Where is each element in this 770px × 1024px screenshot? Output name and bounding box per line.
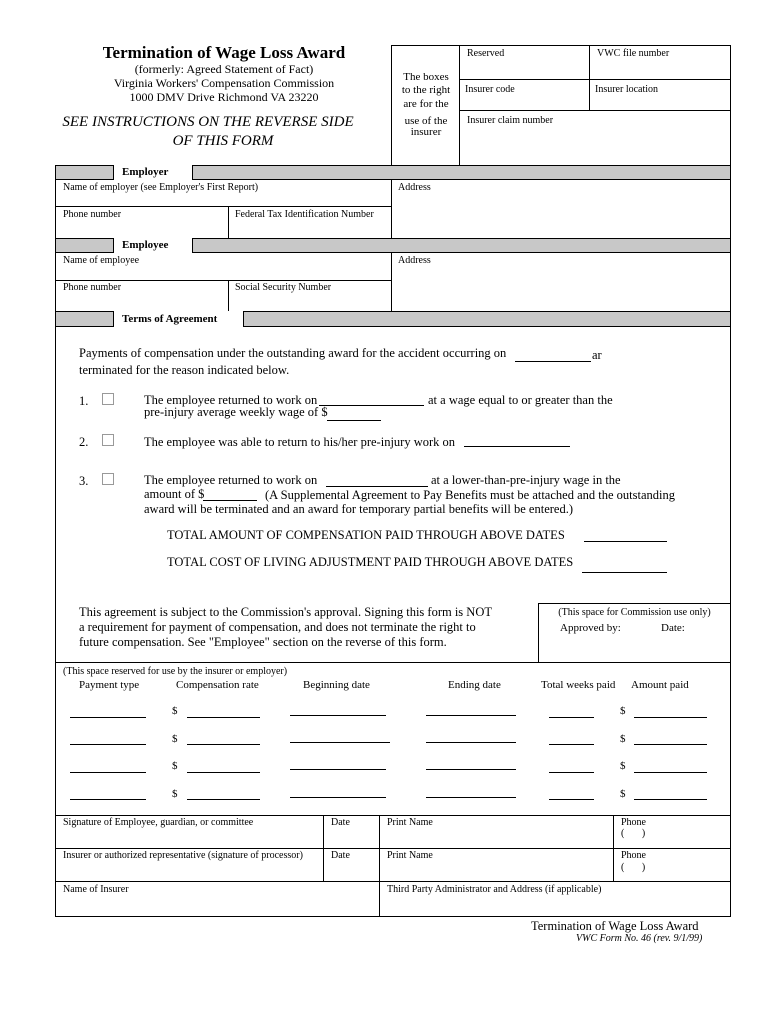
option-2-date-field[interactable]: [464, 446, 570, 447]
terms-heading: Terms of Agreement: [113, 311, 244, 327]
insurer-phone-parens: ( ): [621, 862, 646, 873]
comp-rate-field[interactable]: [187, 744, 260, 745]
option-1-checkbox[interactable]: [102, 393, 114, 405]
amount-field[interactable]: [634, 717, 707, 718]
weeks-field[interactable]: [549, 744, 594, 745]
reserved-label: Reserved: [467, 48, 505, 59]
col-ending-date: Ending date: [448, 679, 501, 691]
employee-sig-date-label: Date: [331, 817, 350, 828]
payment-type-field[interactable]: [70, 799, 146, 800]
dollar-sign: $: [172, 705, 178, 717]
approval-text-1: This agreement is subject to the Commission's approval. Signing this form is NOT: [79, 605, 492, 619]
option-2-checkbox[interactable]: [102, 434, 114, 446]
option-1-number: 1.: [79, 394, 89, 408]
begin-date-field[interactable]: [290, 715, 386, 716]
insurer-claim-number-label: Insurer claim number: [467, 115, 554, 126]
terms-intro-2: terminated for the reason indicated below.: [79, 363, 290, 377]
option-3-text-c: amount of $: [144, 487, 205, 501]
insurer-code-label: Insurer code: [465, 84, 515, 95]
employer-fein-label: Federal Tax Identification Number: [235, 209, 374, 220]
approval-text-2: a requirement for payment of compensation, and does not terminate the right to: [79, 620, 476, 634]
begin-date-field[interactable]: [290, 742, 390, 743]
payment-type-field[interactable]: [70, 717, 146, 718]
comp-rate-field[interactable]: [187, 717, 260, 718]
comp-rate-field[interactable]: [187, 772, 260, 773]
insurer-signature-label: Insurer or authorized representative (signature of processor): [63, 850, 303, 861]
dollar-sign: $: [620, 760, 626, 772]
footer-form-number: VWC Form No. 46 (rev. 9/1/99): [576, 933, 703, 944]
option-1-wage-field[interactable]: [327, 420, 381, 421]
col-amount-paid: Amount paid: [631, 679, 689, 691]
footer-title: Termination of Wage Loss Award: [531, 919, 699, 933]
approved-by-label: Approved by:: [560, 622, 621, 634]
employee-address-label: Address: [398, 255, 431, 266]
insurer-phone-label-sig: Phone: [621, 850, 646, 861]
option-3-text-a: The employee returned to work on: [144, 473, 318, 487]
option-1-text-c: pre-injury average weekly wage of $: [144, 405, 328, 419]
option-1-text-b: at a wage equal to or greater than the: [428, 393, 613, 407]
approval-text-3: future compensation. See "Employee" section on the reverse of this form.: [79, 635, 447, 649]
employee-phone-label: Phone number: [63, 282, 122, 293]
weeks-field[interactable]: [549, 772, 594, 773]
payments-reserved-note: (This space reserved for use by the insurer or employer): [63, 666, 288, 677]
end-date-field[interactable]: [426, 715, 516, 716]
weeks-field[interactable]: [549, 717, 594, 718]
col-payment-type: Payment type: [79, 679, 140, 691]
option-2-text-a: The employee was able to return to his/her pre-injury work on: [144, 435, 456, 449]
insurer-note-4: use of the: [404, 115, 448, 127]
dollar-sign: $: [620, 788, 626, 800]
dollar-sign: $: [172, 788, 178, 800]
col-total-weeks: Total weeks paid: [541, 679, 616, 691]
option-1-text-a: The employee returned to work on: [144, 393, 318, 407]
employee-ssn-label: Social Security Number: [235, 282, 332, 293]
employee-phone-label-sig: Phone: [621, 817, 646, 828]
end-date-field[interactable]: [426, 742, 516, 743]
dollar-sign: $: [172, 733, 178, 745]
insurer-location-label: Insurer location: [595, 84, 659, 95]
approval-date-label: Date:: [661, 622, 685, 634]
option-1-return-date-field[interactable]: [319, 405, 424, 406]
option-3-return-date-field[interactable]: [326, 486, 428, 487]
total-compensation-label: TOTAL AMOUNT OF COMPENSATION PAID THROUGH ABOVE DATES: [167, 528, 565, 542]
employee-print-name-label: Print Name: [387, 817, 433, 828]
instructions-line1: SEE INSTRUCTIONS ON THE REVERSE SIDE: [62, 114, 354, 130]
insurer-print-name-label: Print Name: [387, 850, 433, 861]
insurer-sig-date-label: Date: [331, 850, 350, 861]
formerly-note: (formerly: Agreed Statement of Fact): [134, 62, 314, 76]
insurer-note-3: are for the: [403, 98, 449, 110]
option-3-text-d: (A Supplemental Agreement to Pay Benefits must be attached and the outstanding: [265, 488, 675, 502]
employee-phone-parens: ( ): [621, 828, 646, 839]
terms-intro-ar: ar: [592, 348, 602, 362]
col-beginning-date: Beginning date: [303, 679, 370, 691]
commission-use-label: (This space for Commission use only): [558, 607, 711, 618]
payment-type-field[interactable]: [70, 744, 146, 745]
amount-field[interactable]: [634, 772, 707, 773]
employer-heading: Employer: [113, 165, 193, 180]
amount-field[interactable]: [634, 744, 707, 745]
dollar-sign: $: [620, 733, 626, 745]
total-cola-label: TOTAL COST OF LIVING ADJUSTMENT PAID THROUGH ABOVE DATES: [167, 555, 574, 569]
begin-date-field[interactable]: [290, 769, 386, 770]
employer-address-label: Address: [398, 182, 431, 193]
option-3-number: 3.: [79, 474, 89, 488]
payment-type-field[interactable]: [70, 772, 146, 773]
total-cola-field[interactable]: [582, 572, 667, 573]
instructions-line2: OF THIS FORM: [172, 133, 274, 149]
comp-rate-field[interactable]: [187, 799, 260, 800]
vwc-file-number-label: VWC file number: [597, 48, 670, 59]
tpa-label: Third Party Administrator and Address (if applicable): [387, 884, 602, 895]
option-3-amount-field[interactable]: [203, 500, 257, 501]
begin-date-field[interactable]: [290, 797, 386, 798]
weeks-field[interactable]: [549, 799, 594, 800]
insurer-note-5: insurer: [410, 126, 442, 138]
option-2-number: 2.: [79, 435, 89, 449]
end-date-field[interactable]: [426, 797, 516, 798]
col-compensation-rate: Compensation rate: [176, 679, 259, 691]
insurer-note-1: The boxes: [403, 71, 449, 83]
commission-address: 1000 DMV Drive Richmond VA 23220: [129, 90, 319, 104]
employer-phone-label: Phone number: [63, 209, 122, 220]
terms-intro-1: Payments of compensation under the outstanding award for the accident occurring on: [79, 346, 507, 360]
option-3-checkbox[interactable]: [102, 473, 114, 485]
insurer-note-2: to the right: [401, 84, 451, 96]
amount-field[interactable]: [634, 799, 707, 800]
employee-heading: Employee: [113, 238, 193, 253]
employee-name-label: Name of employee: [63, 255, 140, 266]
form-title: Termination of Wage Loss Award: [102, 43, 346, 62]
end-date-field[interactable]: [426, 769, 516, 770]
total-compensation-field[interactable]: [584, 541, 667, 542]
employer-name-label: Name of employer (see Employer's First Report): [63, 182, 259, 193]
name-of-insurer-label: Name of Insurer: [63, 884, 129, 895]
option-3-text-b: at a lower-than-pre-injury wage in the: [431, 473, 621, 487]
dollar-sign: $: [172, 760, 178, 772]
employee-signature-label: Signature of Employee, guardian, or committee: [63, 817, 254, 828]
commission-name: Virginia Workers' Compensation Commission: [113, 76, 335, 90]
dollar-sign: $: [620, 705, 626, 717]
option-3-text-e: award will be terminated and an award for temporary partial benefits will be entered.): [144, 502, 573, 516]
